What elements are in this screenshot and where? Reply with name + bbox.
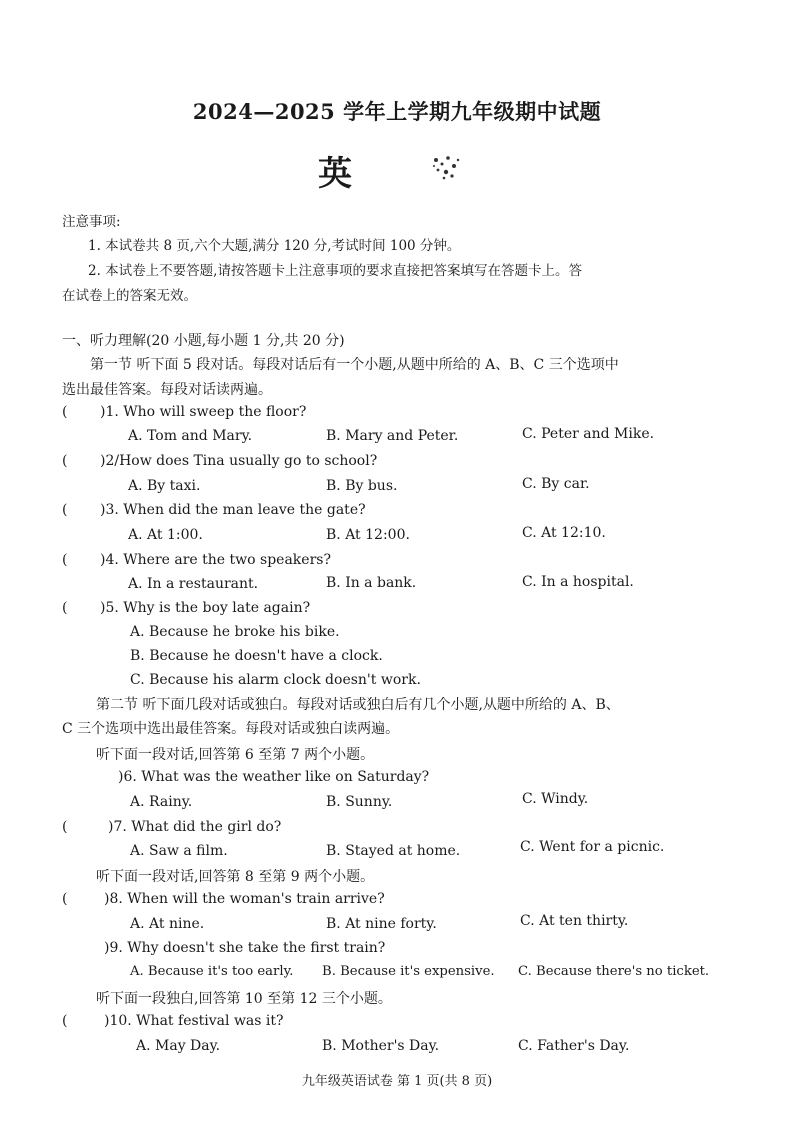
section2-line-2: C 三个选项中选出最佳答案。每段对话或独白读两遍。 [62,721,400,737]
answer-bracket: ( [62,453,68,469]
question-3-stem: )3. When did the man leave the gate? [100,502,366,518]
question-7-stem: )7. What did the girl do? [108,819,282,835]
question-4-option-b: B. In a bank. [326,575,417,591]
question-1-option-b: B. Mary and Peter. [326,428,459,444]
answer-bracket: ( [62,600,68,616]
answer-bracket: ( [62,404,68,420]
question-3-option-a: A. At 1:00. [128,527,203,543]
question-6-option-b: B. Sunny. [326,794,393,810]
question-5-option-b: B. Because he doesn't have a clock. [130,648,383,664]
question-8-option-b: B. At nine forty. [326,916,437,932]
dialogue-intro-6-7: 听下面一段对话,回答第 6 至第 7 两个小题。 [96,747,375,763]
question-5-option-c: C. Because his alarm clock doesn't work. [130,672,421,688]
question-8-option-a: A. At nine. [130,916,205,932]
question-9-option-a: A. Because it's too early. [130,964,294,979]
question-9-stem: )9. Why doesn't she take the first train? [104,940,386,956]
section1-line-2: 选出最佳答案。每段对话读两遍。 [62,382,272,398]
question-5-stem: )5. Why is the boy late again? [100,600,311,616]
notes-heading: 注意事项: [62,214,121,230]
question-10-option-b: B. Mother's Day. [322,1038,440,1054]
monologue-intro-10-12: 听下面一段独白,回答第 10 至第 12 三个小题。 [96,991,392,1007]
question-6-option-a: A. Rainy. [130,794,193,810]
question-1-option-a: A. Tom and Mary. [128,428,253,444]
answer-bracket: ( [62,819,68,835]
section1-line-1: 第一节 听下面 5 段对话。每段对话后有一个小题,从题中所给的 A、B、C 三个选项中 [90,357,619,373]
page-footer: 九年级英语试卷 第 1 页(共 8 页) [301,1074,493,1089]
question-4-stem: )4. Where are the two speakers? [100,552,331,568]
answer-bracket: ( [62,1013,68,1029]
question-9-option-c: C. Because there's no ticket. [518,964,710,979]
question-9-option-b: B. Because it's expensive. [322,964,495,979]
question-7-option-c: C. Went for a picnic. [520,839,665,855]
question-7-option-a: A. Saw a film. [130,843,228,859]
question-6-stem: )6. What was the weather like on Saturday? [118,769,430,785]
part1-heading: 一、听力理解(20 小题,每小题 1 分,共 20 分) [62,333,345,349]
question-5-option-a: A. Because he broke his bike. [130,624,340,640]
answer-bracket: ( [62,552,68,568]
section2-line-1: 第二节 听下面几段对话或独白。每段对话或独白后有几个小题,从题中所给的 A、B、 [96,697,620,713]
note-item-2-line-2: 在试卷上的答案无效。 [62,288,197,304]
question-2-stem: )2/How does Tina usually go to school? [100,453,378,469]
question-1-stem: )1. Who will sweep the floor? [100,404,307,420]
question-4-option-c: C. In a hospital. [522,574,634,590]
question-8-stem: )8. When will the woman's train arrive? [104,891,385,907]
smudged-character [428,152,464,182]
question-3-option-b: B. At 12:00. [326,527,410,543]
question-4-option-a: A. In a restaurant. [128,576,259,592]
question-10-option-c: C. Father's Day. [518,1038,630,1054]
exam-title: 2024—2025 学年上学期九年级期中试题 [192,99,602,124]
note-item-2-line-1: 2. 本试卷上不要答题,请按答题卡上注意事项的要求直接把答案填写在答题卡上。答 [88,263,582,279]
question-2-option-c: C. By car. [522,476,590,492]
question-2-option-b: B. By bus. [326,478,398,494]
question-6-option-c: C. Windy. [522,791,589,807]
question-10-option-a: A. May Day. [136,1038,221,1054]
question-1-option-c: C. Peter and Mike. [522,426,655,442]
note-item-1: 1. 本试卷共 8 页,六个大题,满分 120 分,考试时间 100 分钟。 [88,238,461,254]
answer-bracket: ( [62,502,68,518]
dialogue-intro-8-9: 听下面一段对话,回答第 8 至第 9 两个小题。 [96,869,375,885]
question-3-option-c: C. At 12:10. [522,525,606,541]
question-10-stem: )10. What festival was it? [104,1013,284,1029]
question-7-option-b: B. Stayed at home. [326,843,461,859]
answer-bracket: ( [62,891,68,907]
question-2-option-a: A. By taxi. [128,478,201,494]
subject-title: 英 [318,154,352,194]
question-8-option-c: C. At ten thirty. [520,913,629,929]
